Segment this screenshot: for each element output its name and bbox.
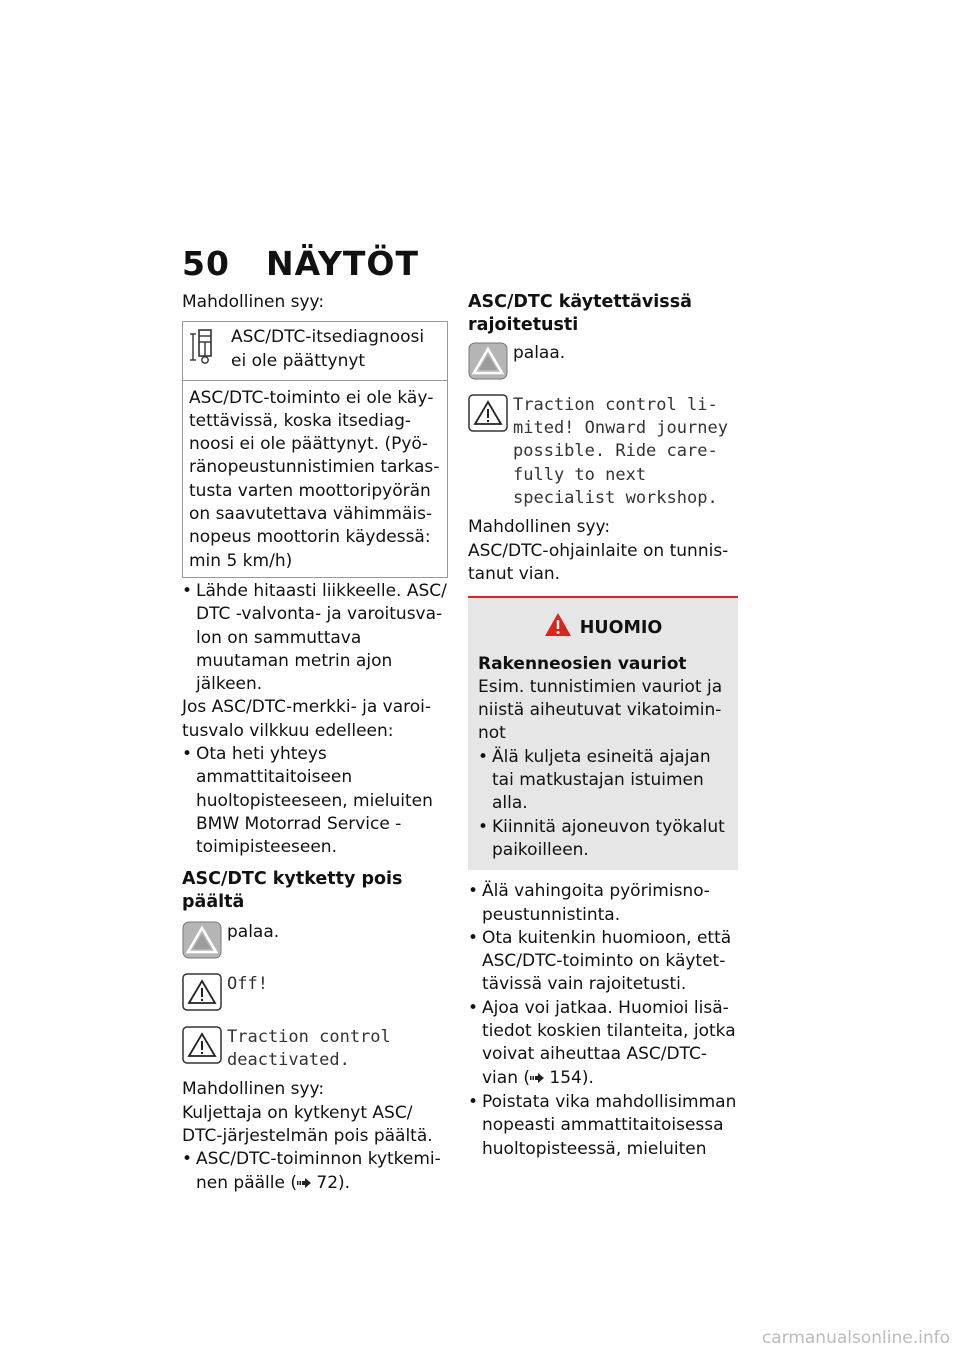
cause-label: Mahdollinen syy:	[182, 1079, 325, 1100]
page-reference-icon	[297, 1173, 311, 1196]
list-item	[182, 1148, 448, 1196]
cause-label: Mahdollinen syy:	[468, 517, 611, 538]
off-message: Off!	[227, 974, 268, 995]
caution-icon	[544, 612, 572, 644]
diagnosis-box-body: ASC/DTC-toiminto ei ole käytettävissä, koska itsediagnoosi ei ole päättynyt. (Pyöränopeustunnistimien tarkastusta varten moottoripyörän on saavutettava vähimmäisnopeus moottorin käydessä: min 5 km/h)	[189, 387, 440, 571]
notice-title: HUOMIO	[579, 617, 663, 638]
list-item: • Ota kuitenkin huomioon, että ASC/DTC-toiminto on käytettävissä vain rajoitetusti.	[468, 927, 738, 997]
lit-text: palaa.	[513, 342, 566, 363]
right-column	[468, 291, 738, 1161]
section-title: ASC/DTC käytettävissä rajoitetusti	[468, 292, 692, 336]
diagnosis-box-title: ASC/DTC-itsediagnoosi ei ole päättynyt	[231, 327, 425, 371]
list-item	[468, 997, 738, 1091]
list-item: • Kiinnitä ajoneuvon työkalut paikoilleen.	[478, 816, 728, 863]
list-item: • Älä kuljeta esineitä ajajan tai matkustajan istuimen alla.	[478, 746, 728, 816]
notice-subtitle: Rakenneosien vauriot	[478, 653, 687, 674]
warning-triangle-icon	[182, 973, 227, 1018]
list-item: • Poistata vika mahdollisimman nopeasti ammattitaitoisessa huoltopisteessä, mieluiten	[468, 1091, 738, 1161]
list-item: • Ota heti yhteys ammattitaitoiseen huoltopisteeseen, mieluiten BMW Motorrad Service -toimipisteeseen.	[182, 743, 448, 859]
notice-header	[478, 612, 728, 644]
list-item: • Lähde hitaasti liikkeelle. ASC/ DTC -valvonta- ja varoitusvalon on sammuttava muutaman metrin ajon jälkeen.	[182, 580, 448, 696]
list-item: • Älä vahingoita pyörimisnopeustunnistinta.	[468, 880, 738, 927]
diagnosis-box-title-row	[183, 322, 447, 380]
page-reference[interactable]: 154).	[549, 1067, 594, 1088]
cause-label: Mahdollinen syy:	[182, 292, 325, 312]
asc-dtc-warning-light-icon	[182, 921, 227, 966]
list-item-text: ASC/DTC-toiminnon kytkeminen päälle (	[196, 1149, 441, 1193]
left-column	[182, 291, 448, 1196]
page-reference-icon	[530, 1068, 544, 1091]
off-message-row	[182, 973, 448, 1018]
cause-text: Kuljettaja on kytkenyt ASC/ DTC-järjestelmän pois päältä.	[182, 1102, 433, 1146]
cause-text: ASC/DTC-ohjainlaite on tunnistanut vian.	[468, 540, 729, 584]
page-reference[interactable]: 72).	[316, 1172, 351, 1193]
deactivated-message-row	[182, 1026, 448, 1073]
list-item-text: Ajoa voi jatkaa. Huomioi lisätiedot koskien tilanteita, jotka voivat aiheuttaa ASC/DTC-vian (	[482, 997, 736, 1088]
warning-triangle-icon	[468, 394, 513, 439]
gauge-icon	[189, 326, 231, 373]
warning-triangle-icon	[182, 1026, 227, 1071]
if-text: Jos ASC/DTC-merkki- ja varoitusvalo vilkkuu edelleen:	[182, 697, 432, 741]
notice-box	[468, 596, 738, 870]
page-number: 50	[182, 244, 230, 283]
deactivated-message: Traction control deactivated.	[227, 1026, 391, 1071]
indicator-row	[468, 342, 738, 387]
asc-dtc-warning-light-icon	[468, 342, 513, 387]
limited-message: Traction control limited! Onward journey possible. Ride carefully to next specialist workshop.	[513, 394, 728, 509]
limited-message-row	[468, 394, 738, 510]
page-header	[182, 244, 419, 283]
diagnosis-box	[182, 321, 448, 578]
page-title: NÄYTÖT	[266, 244, 419, 283]
notice-text: Esim. tunnistimien vauriot ja niistä aiheutuvat vikatoiminnot	[478, 676, 723, 744]
section-title: ASC/DTC kytketty pois päältä	[182, 868, 403, 912]
lit-text: palaa.	[227, 922, 280, 943]
indicator-row	[182, 921, 448, 966]
watermark: carmanualsonline.info	[761, 1328, 950, 1348]
